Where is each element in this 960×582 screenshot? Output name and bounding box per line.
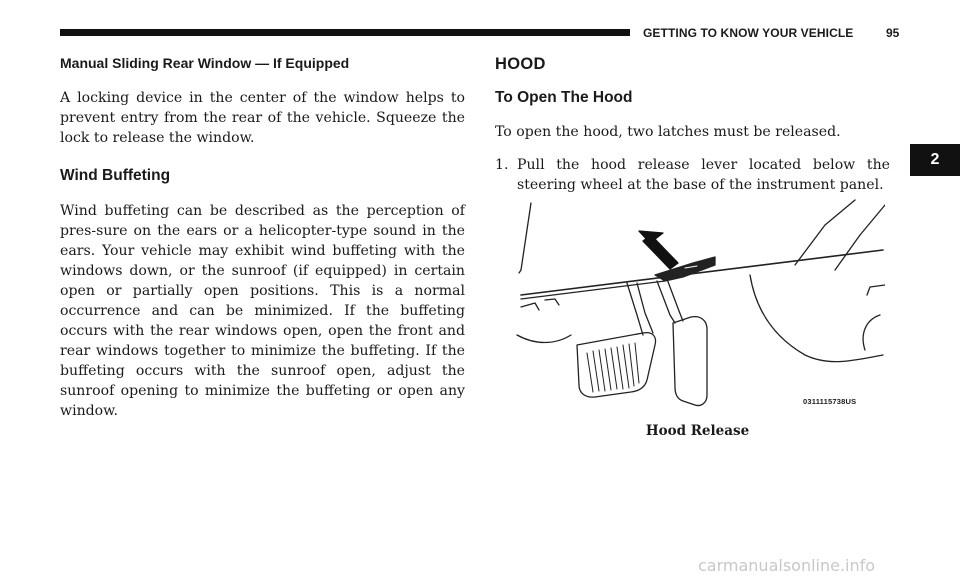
watermark: carmanualsonline.info bbox=[698, 556, 876, 575]
section-heading-hood: HOOD bbox=[495, 55, 546, 73]
section-heading-open-hood: To Open The Hood bbox=[495, 89, 633, 106]
paragraph-open-hood: To open the hood, two latches must be released. bbox=[495, 124, 841, 140]
hood-release-illustration bbox=[515, 195, 885, 410]
paragraph-sliding-window: A locking device in the center of the window helps to prevent entry from the rear of the vehicle. Squeeze the lock to release the window. bbox=[60, 90, 465, 146]
running-header: GETTING TO KNOW YOUR VEHICLE bbox=[643, 26, 854, 40]
page-number: 95 bbox=[886, 26, 900, 40]
list-item bbox=[495, 155, 890, 195]
paragraph-wind-buffeting: Wind buffeting can be described as the perception of pres-sure on the ears or a helicopter-type sound in the ears. Your vehicle may exhibit wind buffeting with the windows down, or the sunroof (if equipped) in certain open or partially open positions. This is a normal occurrence and can be minimized. If the buffeting occurs with the rear windows open, open the front and rear windows together to minimize the buffeting. If the buffeting occurs with the sunroof open, adjust the sunroof opening to minimize the buffeting or open any window. bbox=[60, 203, 465, 419]
chapter-tab: 2 bbox=[910, 144, 960, 176]
step-text: Pull the hood release lever located below the steering wheel at the base of the instrument panel. bbox=[517, 157, 890, 193]
section-heading-wind-buffeting: Wind Buffeting bbox=[60, 167, 171, 184]
header-rule bbox=[60, 29, 630, 36]
left-column bbox=[60, 55, 465, 421]
section-heading-sliding-window: Manual Sliding Rear Window — If Equipped bbox=[60, 55, 350, 71]
figure-caption: Hood Release bbox=[645, 423, 750, 439]
step-number: 1. bbox=[495, 157, 509, 173]
figure-code: 0311115738US bbox=[803, 397, 857, 406]
right-column bbox=[495, 55, 890, 195]
